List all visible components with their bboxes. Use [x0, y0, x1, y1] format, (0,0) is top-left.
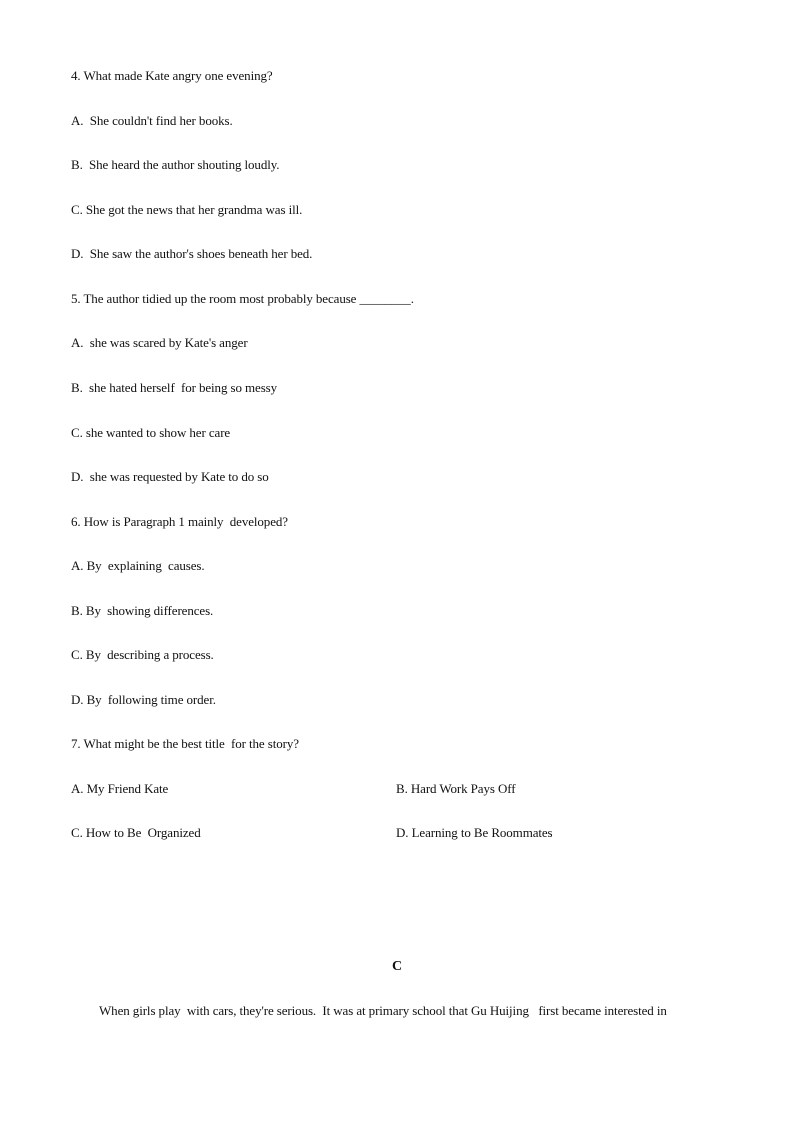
option-a: A. My Friend Kate: [71, 781, 169, 796]
question-stem: 7. What might be the best title for the story?: [71, 736, 299, 751]
section-heading: C: [391, 959, 403, 974]
option-c: C. How to Be Organized: [71, 825, 201, 840]
option-c: C. she wanted to show her care: [71, 425, 231, 440]
question-stem: 6. How is Paragraph 1 mainly developed?: [71, 514, 288, 529]
option-c: C. She got the news that her grandma was ill.: [71, 202, 303, 217]
option-b: B. she hated herself for being so messy: [71, 380, 278, 395]
option-b: B. By showing differences.: [71, 603, 214, 618]
option-a: A. She couldn't find her books.: [71, 113, 233, 128]
option-a: A. she was scared by Kate's anger: [71, 335, 248, 350]
option-c: C. By describing a process.: [71, 647, 214, 662]
option-a: A. By explaining causes.: [71, 558, 205, 573]
option-d: D. she was requested by Kate to do so: [71, 469, 269, 484]
passage-first-line: When girls play with cars, they're serious. It was at primary school that Gu Huijing first became interested in: [99, 1003, 667, 1018]
option-b: B. She heard the author shouting loudly.: [71, 157, 280, 172]
question-stem: 5. The author tidied up the room most probably because ________.: [71, 291, 414, 306]
option-d: D. By following time order.: [71, 692, 216, 707]
question-stem: 4. What made Kate angry one evening?: [71, 68, 273, 83]
option-b: B. Hard Work Pays Off: [396, 781, 516, 796]
option-d: D. She saw the author's shoes beneath her bed.: [71, 246, 313, 261]
option-d: D. Learning to Be Roommates: [396, 825, 553, 840]
